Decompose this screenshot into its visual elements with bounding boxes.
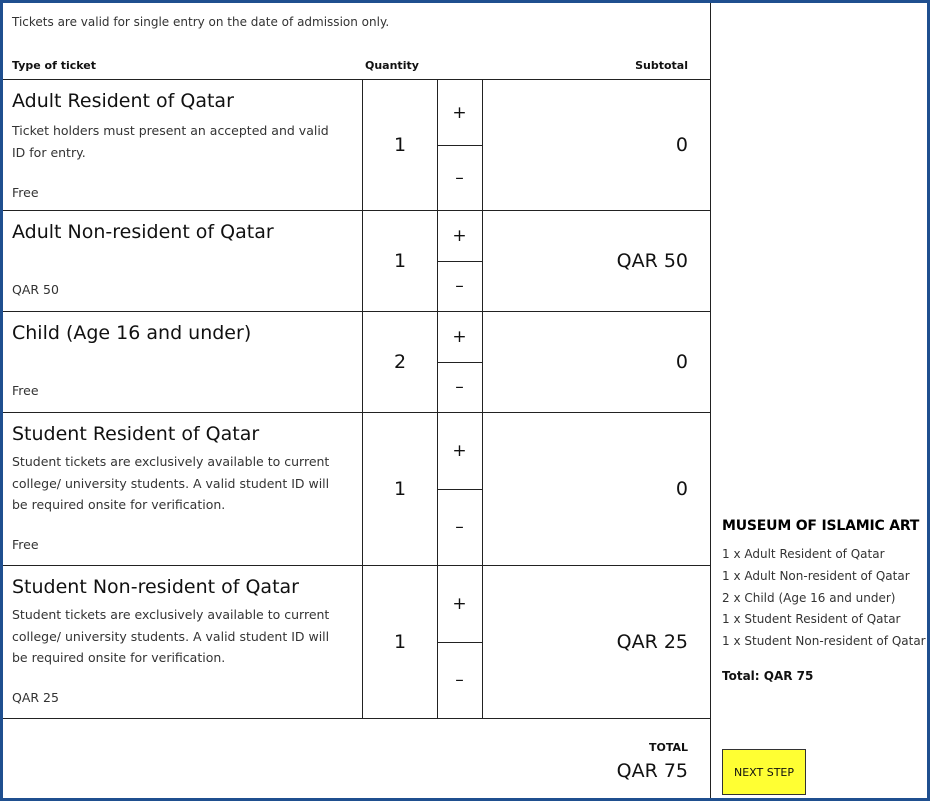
ticket-row-student-non-resident <box>3 566 710 719</box>
total-value: QAR 75 <box>616 760 688 782</box>
quantity-stepper <box>437 80 483 210</box>
ticket-name: Adult Non-resident of Qatar <box>12 221 274 243</box>
header-subtotal: Subtotal <box>635 59 688 72</box>
quantity-stepper <box>437 211 483 311</box>
increase-button[interactable]: + <box>437 413 482 490</box>
row-subtotal: 0 <box>675 351 688 373</box>
ticket-table <box>3 79 710 719</box>
quantity-value: 1 <box>362 211 438 311</box>
ticket-name: Child (Age 16 and under) <box>12 322 252 344</box>
museum-title: MUSEUM OF ISLAMIC ART <box>722 518 920 534</box>
increase-button[interactable]: + <box>437 211 482 262</box>
summary-total: Total: QAR 75 <box>722 669 814 683</box>
quantity-value: 2 <box>362 312 438 412</box>
quantity-stepper <box>437 413 483 565</box>
ticket-price: QAR 25 <box>12 690 59 705</box>
header-type-of-ticket: Type of ticket <box>12 59 96 72</box>
ticket-name: Student Non-resident of Qatar <box>12 576 299 598</box>
ticket-price: Free <box>12 185 39 200</box>
summary-list <box>722 544 926 653</box>
decrease-button[interactable]: – <box>455 276 464 296</box>
ticket-row-student-resident <box>3 413 710 566</box>
decrease-button[interactable]: – <box>455 377 464 397</box>
row-subtotal: 0 <box>675 134 688 156</box>
increase-button[interactable]: + <box>437 566 482 643</box>
ticket-name: Student Resident of Qatar <box>12 423 260 445</box>
ticket-row-child <box>3 312 710 413</box>
ticket-description: Student tickets are exclusively available to current college/ university students. A valid student ID will be required onsite for verification. <box>12 607 330 665</box>
summary-line: 1 x Student Non-resident of Qatar <box>722 634 926 649</box>
increase-button[interactable]: + <box>437 312 482 363</box>
next-step-button[interactable]: NEXT STEP <box>722 749 806 795</box>
ticket-price: Free <box>12 383 39 398</box>
quantity-stepper <box>437 566 483 718</box>
ticket-price: Free <box>12 537 39 552</box>
ticket-name: Adult Resident of Qatar <box>12 90 234 112</box>
ticket-price: QAR 50 <box>12 282 59 297</box>
header-quantity: Quantity <box>365 59 419 72</box>
quantity-stepper <box>437 312 483 412</box>
quantity-value: 1 <box>362 566 438 718</box>
row-subtotal: QAR 25 <box>616 631 688 653</box>
increase-button[interactable]: + <box>437 80 482 146</box>
ticket-row-adult-non-resident <box>3 211 710 312</box>
decrease-button[interactable]: – <box>455 670 464 690</box>
ticket-description: Student tickets are exclusively available to current college/ university students. A valid student ID will be required onsite for verification. <box>12 454 330 512</box>
ticket-row-adult-resident <box>3 80 710 211</box>
decrease-button[interactable]: – <box>455 167 464 188</box>
decrease-button[interactable]: – <box>455 517 464 537</box>
total-label: TOTAL <box>648 741 688 754</box>
ticket-table-area <box>3 3 711 798</box>
summary-line: 1 x Student Resident of Qatar <box>722 612 901 627</box>
validity-notice: Tickets are valid for single entry on the date of admission only. <box>12 15 390 29</box>
row-subtotal: 0 <box>675 478 688 500</box>
order-summary <box>711 3 927 798</box>
row-subtotal: QAR 50 <box>616 250 688 272</box>
ticket-description: Ticket holders must present an accepted and valid ID for entry. <box>12 123 329 160</box>
summary-line: 1 x Adult Non-resident of Qatar <box>722 568 910 583</box>
quantity-value: 1 <box>362 413 438 565</box>
quantity-value: 1 <box>362 80 438 210</box>
summary-line: 1 x Adult Resident of Qatar <box>722 547 885 561</box>
summary-line: 2 x Child (Age 16 and under) <box>722 590 896 605</box>
